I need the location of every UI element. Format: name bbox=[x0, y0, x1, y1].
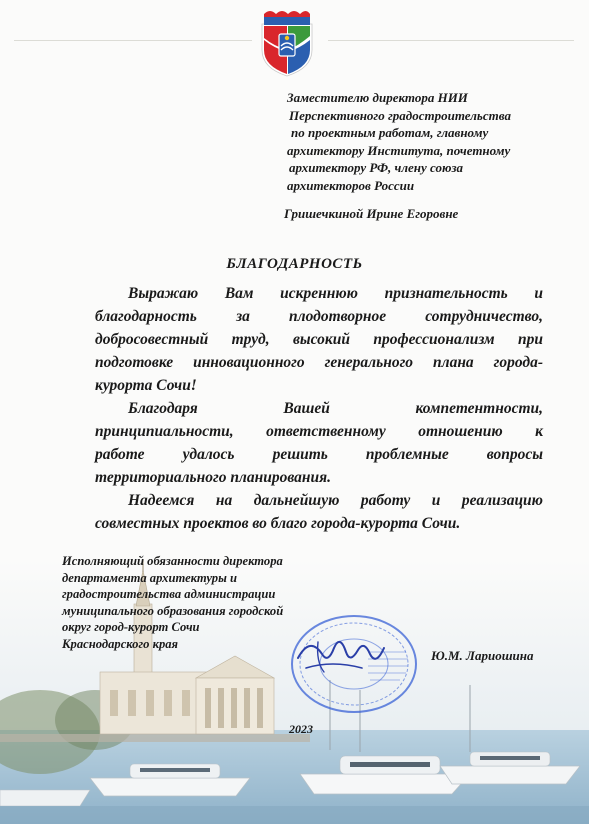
recipient-name: Гришечкиной Ирине Егоровне bbox=[284, 206, 459, 221]
signer-line: Исполняющий обязанности директора bbox=[62, 554, 283, 568]
addressee-block bbox=[287, 89, 557, 194]
top-rule-left bbox=[14, 40, 252, 41]
signer-name: Ю.М. Лариошина bbox=[431, 648, 534, 663]
signer-line: муниципального образования городской bbox=[62, 603, 284, 618]
top-rule-right bbox=[328, 40, 574, 41]
addressee-line: архитектору Института, почетному bbox=[287, 142, 511, 158]
body-line: территориального планирования. bbox=[95, 469, 332, 486]
official-seal-icon bbox=[288, 612, 420, 716]
document-title: БЛАГОДАРНОСТЬ bbox=[226, 256, 363, 272]
paragraph-3 bbox=[62, 489, 543, 535]
document-year: 2023 bbox=[289, 722, 313, 736]
sochi-coat-of-arms-icon bbox=[258, 6, 316, 78]
signer-line: градостроительства администрации bbox=[62, 587, 276, 602]
paragraph-1 bbox=[62, 282, 543, 397]
addressee-line: Перспективного градостроительства bbox=[289, 107, 511, 123]
body-line: подготовке инновационного генерального плана города- bbox=[95, 354, 543, 371]
paragraph-2 bbox=[62, 397, 543, 489]
addressee-line: Заместителю директора НИИ bbox=[287, 90, 468, 105]
body-line: совместных проектов во благо города-курорта Сочи. bbox=[95, 515, 461, 532]
body-line: Выражаю Вам искреннюю признательность и bbox=[128, 285, 543, 302]
body-line: принципиальности, ответственному отношению к bbox=[95, 423, 543, 440]
body-line: работе удалось решить проблемные вопросы bbox=[95, 446, 543, 463]
signer-line: департамента архитектуры и bbox=[62, 570, 237, 585]
signer-line: округ город-курорт Сочи bbox=[62, 620, 200, 635]
signer-line: Краснодарского края bbox=[62, 636, 179, 651]
body-line: Надеемся на дальнейшую работу и реализацию bbox=[128, 492, 543, 509]
body-line: благодарность за плодотворное сотрудничество, bbox=[95, 308, 543, 325]
body-line: добросовестный труд, высокий профессионализм при bbox=[95, 331, 543, 348]
body-line: Благодаря Вашей компетентности, bbox=[128, 400, 543, 417]
addressee-line: архитектору РФ, члену союза bbox=[289, 160, 464, 175]
body-line: курорта Сочи! bbox=[95, 377, 197, 394]
letter-body bbox=[62, 282, 543, 535]
handwritten-signature-icon bbox=[298, 642, 384, 672]
addressee-line: по проектным работам, главному bbox=[291, 125, 489, 140]
addressee-line: архитекторов России bbox=[287, 177, 415, 193]
